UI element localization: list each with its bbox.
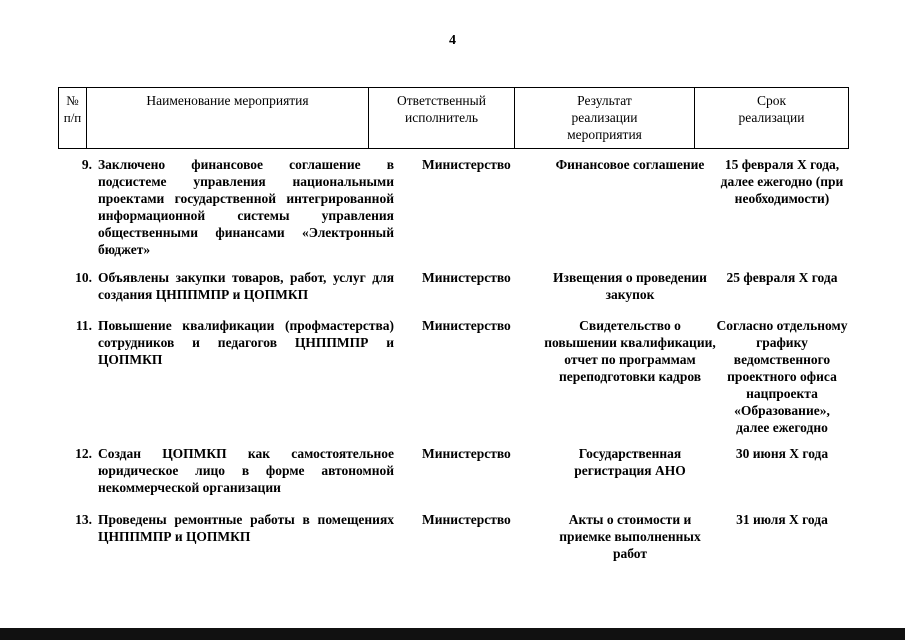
- row-term: 30 июня X года: [735, 446, 829, 461]
- table-row: [58, 317, 848, 445]
- row-responsible: Министерство: [422, 446, 511, 461]
- table-row: [58, 269, 848, 317]
- header-responsible: Ответственный исполнитель: [369, 88, 515, 149]
- header-term: Срок реализации: [695, 88, 849, 149]
- header-name: Наименование мероприятия: [87, 88, 369, 149]
- row-number: 12.: [75, 446, 92, 461]
- row-name: Объявлены закупки товаров, работ, услуг для создания ЦНППМПР и ЦОПМКП: [98, 270, 394, 302]
- row-responsible: Министерство: [422, 512, 511, 527]
- row-number: 9.: [81, 157, 92, 172]
- row-term: 15 февраля X года, далее ежегодно (при необходимости): [720, 157, 844, 206]
- row-number: 11.: [75, 318, 92, 333]
- row-number: 13.: [75, 512, 92, 527]
- row-name: Повышение квалификации (профмастерства) сотрудников и педагогов ЦНППМПР и ЦОПМКП: [98, 318, 394, 367]
- row-number: 10.: [75, 270, 92, 285]
- table-row: [58, 511, 848, 571]
- row-term: 25 февраля X года: [726, 270, 838, 285]
- row-result: Извещения о проведении закупок: [553, 270, 707, 302]
- row-responsible: Министерство: [422, 270, 511, 285]
- table-header: [58, 87, 849, 149]
- row-result: Государственная регистрация АНО: [574, 446, 686, 478]
- header-result: Результат реализации мероприятия: [515, 88, 695, 149]
- page-number: 4: [449, 33, 456, 48]
- row-result: Свидетельство о повышении квалификации, отчет по программам переподготовки кадров: [544, 318, 716, 384]
- row-responsible: Министерство: [422, 318, 511, 333]
- row-result: Финансовое соглашение: [555, 157, 705, 172]
- row-term: 31 июля X года: [736, 512, 828, 527]
- row-name: Проведены ремонтные работы в помещениях ЦНППМПР и ЦОПМКП: [98, 512, 394, 544]
- row-term: Согласно отдельному графику ведомственного проектного офиса нацпроекта «Образование», далее ежегодно: [716, 318, 848, 435]
- scan-edge-bar: [0, 628, 905, 640]
- row-name: Создан ЦОПМКП как самостоятельное юридическое лицо в форме автономной некоммерческой организации: [98, 446, 394, 495]
- header-num: № п/п: [59, 88, 87, 149]
- table-row: [58, 445, 848, 511]
- row-responsible: Министерство: [422, 157, 511, 172]
- table-body: [58, 156, 848, 571]
- table-row: [58, 156, 848, 269]
- row-result: Акты о стоимости и приемке выполненных работ: [559, 512, 701, 561]
- row-name: Заключено финансовое соглашение в подсистеме управления национальными проектами государственной интегрированной информационной системы управления общественными финансами «Электронный бюджет»: [98, 157, 394, 257]
